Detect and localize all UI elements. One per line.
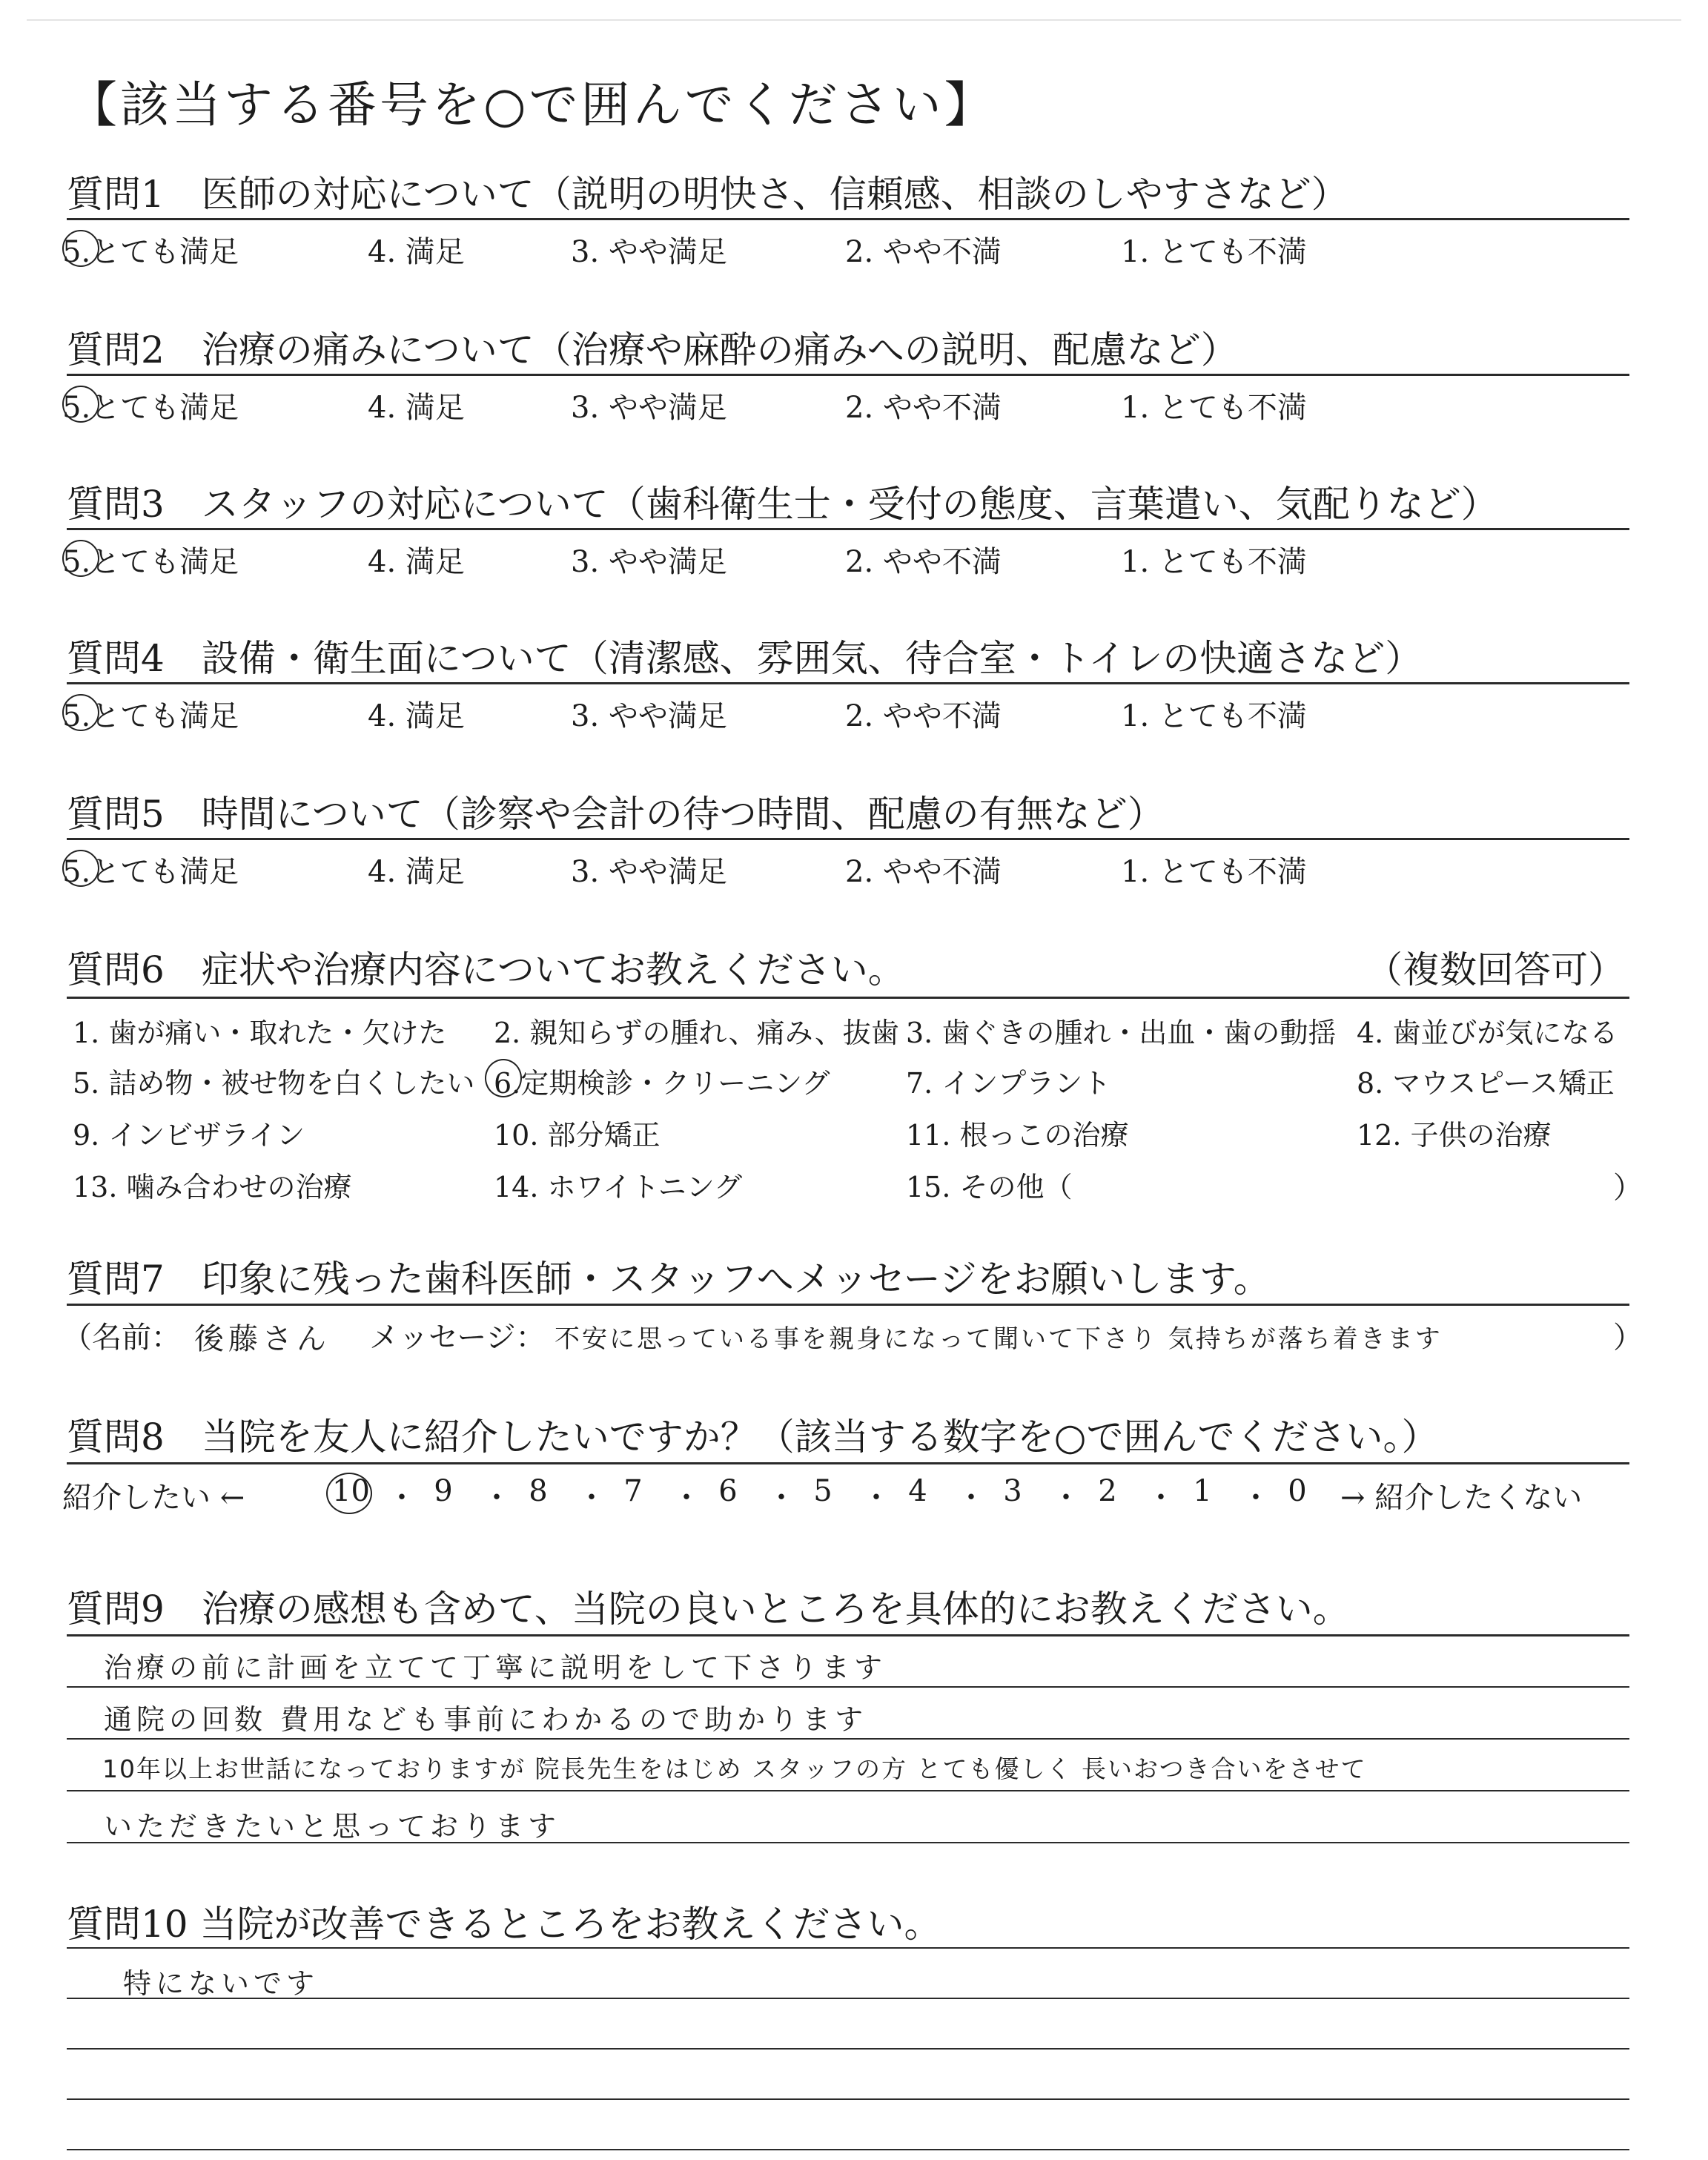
rating-option: 1. とても不満 bbox=[1121, 699, 1307, 733]
question-rule bbox=[67, 374, 1629, 376]
symptom-item: 15. その他（ bbox=[906, 1171, 1073, 1203]
scale-number: 7 bbox=[623, 1474, 643, 1508]
q6-rule bbox=[67, 997, 1629, 999]
answer-line bbox=[67, 2048, 1629, 2050]
q7-message-value: 不安に思っている事を親身になって聞いて下さり 気持ちが落ち着きます bbox=[555, 1324, 1443, 1354]
handwritten-answer: 特にないです bbox=[123, 1967, 320, 2000]
question-title: 質問2 治療の痛みについて（治療や麻酔の痛みへの説明、配慮など） bbox=[67, 328, 1238, 371]
q7-title: 質問7 印象に残った歯科医師・スタッフへメッセージをお願いします。 bbox=[67, 1258, 1271, 1301]
scale-number: 4 bbox=[908, 1474, 927, 1508]
answer-line bbox=[67, 2098, 1629, 2100]
q7-message-label: メッセージ： bbox=[369, 1321, 546, 1355]
q8-rule bbox=[67, 1462, 1629, 1464]
rating-option: 2. やや不満 bbox=[845, 391, 1002, 425]
handwritten-answer: 10年以上お世話になっておりますが 院長先生をはじめ スタッフの方 とても優しく 長いおつき合いをさせて bbox=[102, 1754, 1367, 1783]
symptom-item: 13. 噛み合わせの治療 bbox=[73, 1171, 352, 1203]
question-title: 質問1 医師の対応について（説明の明快さ、信頼感、相談のしやすさなど） bbox=[67, 173, 1348, 216]
rating-option: 5.とても満足 bbox=[62, 545, 239, 579]
rating-option: 4. 満足 bbox=[368, 391, 465, 425]
scale-number: 6 bbox=[718, 1474, 738, 1508]
answer-line bbox=[67, 1947, 1629, 1949]
symptom-item: 1. 歯が痛い・取れた・欠けた bbox=[73, 1017, 447, 1049]
question-rule bbox=[67, 838, 1629, 840]
scale-dot: ・ bbox=[387, 1481, 417, 1515]
symptom-item: 12. 子供の治療 bbox=[1357, 1119, 1552, 1152]
scale-dot: ・ bbox=[482, 1481, 512, 1515]
rating-option: 4. 満足 bbox=[368, 855, 465, 889]
handwritten-answer: 治療の前に計画を立てて丁寧に説明をして下さります bbox=[104, 1651, 887, 1684]
answer-line bbox=[67, 1790, 1629, 1791]
selected-circle bbox=[62, 386, 99, 423]
q9-title: 質問9 治療の感想も含めて、当院の良いところを具体的にお教えください。 bbox=[67, 1588, 1350, 1631]
symptom-item: 2. 親知らずの腫れ、痛み、抜歯 bbox=[494, 1017, 899, 1049]
q7-close: ） bbox=[1613, 1321, 1643, 1355]
answer-line bbox=[67, 1686, 1629, 1688]
rating-option: 3. やや満足 bbox=[571, 545, 727, 579]
rating-option: 1. とても不満 bbox=[1121, 391, 1307, 425]
rating-option: 3. やや満足 bbox=[571, 391, 727, 425]
scale-dot: ・ bbox=[1241, 1481, 1271, 1515]
rating-option: 2. やや不満 bbox=[845, 855, 1002, 889]
q6-note: （複数回答可） bbox=[1366, 948, 1625, 991]
symptom-item: 6.定期検診・クリーニング bbox=[494, 1067, 830, 1100]
rating-option: 2. やや不満 bbox=[845, 545, 1002, 579]
scale-dot: ・ bbox=[577, 1481, 606, 1515]
q8-title: 質問8 当院を友人に紹介したいですか？（該当する数字を○で囲んでください。） bbox=[67, 1416, 1439, 1459]
q8-left-label: 紹介したい ← bbox=[62, 1481, 245, 1515]
scale-dot: ・ bbox=[767, 1481, 796, 1515]
selected-circle bbox=[326, 1473, 372, 1514]
scale-dot: ・ bbox=[672, 1481, 701, 1515]
scale-number: 8 bbox=[529, 1474, 548, 1508]
rating-option: 1. とても不満 bbox=[1121, 235, 1307, 269]
rating-option: 1. とても不満 bbox=[1121, 545, 1307, 579]
rating-option: 3. やや満足 bbox=[571, 855, 727, 889]
selected-circle bbox=[62, 540, 99, 577]
question-title: 質問5 時間について（診察や会計の待つ時間、配慮の有無など） bbox=[67, 793, 1165, 836]
rating-option: 1. とても不満 bbox=[1121, 855, 1307, 889]
rating-option: 4. 満足 bbox=[368, 235, 465, 269]
q7-name-value: 後藤さん bbox=[194, 1322, 331, 1356]
symptom-item: 14. ホワイトニング bbox=[494, 1171, 743, 1203]
scale-number: 3 bbox=[1003, 1474, 1022, 1508]
rating-option: 3. やや満足 bbox=[571, 235, 727, 269]
symptom-item: 9. インビザライン bbox=[73, 1119, 305, 1152]
scale-number: 9 bbox=[434, 1474, 453, 1508]
question-rule bbox=[67, 528, 1629, 530]
form-header: 【該当する番号を○で囲んでください】 bbox=[68, 76, 996, 133]
answer-line bbox=[67, 2149, 1629, 2150]
selected-circle bbox=[62, 850, 99, 887]
handwritten-answer: いただきたいと思っております bbox=[104, 1810, 561, 1843]
scale-dot: ・ bbox=[861, 1481, 891, 1515]
symptom-item: 4. 歯並びが気になる bbox=[1357, 1017, 1618, 1049]
q8-right-label: → 紹介したくない bbox=[1340, 1481, 1583, 1515]
symptom-item: 5. 詰め物・被せ物を白くしたい bbox=[73, 1067, 475, 1100]
symptom-item: 10. 部分矯正 bbox=[494, 1119, 661, 1152]
rating-option: 4. 満足 bbox=[368, 545, 465, 579]
rating-option: 5.とても満足 bbox=[62, 391, 239, 425]
question-rule bbox=[67, 682, 1629, 684]
answer-line bbox=[67, 1738, 1629, 1740]
scale-dot: ・ bbox=[956, 1481, 986, 1515]
selected-circle bbox=[485, 1059, 522, 1097]
scale-number: 10 bbox=[332, 1474, 370, 1508]
scale-number: 1 bbox=[1193, 1474, 1212, 1508]
rating-option: 2. やや不満 bbox=[845, 235, 1002, 269]
q6-other-close: ） bbox=[1613, 1171, 1643, 1205]
selected-circle bbox=[62, 694, 99, 731]
scale-number: 2 bbox=[1098, 1474, 1117, 1508]
scan-top-edge bbox=[27, 19, 1681, 21]
scale-number: 5 bbox=[813, 1474, 833, 1508]
q9-rule bbox=[67, 1634, 1629, 1636]
scale-dot: ・ bbox=[1051, 1481, 1081, 1515]
q10-title: 質問10 当院が改善できるところをお教えください。 bbox=[67, 1903, 941, 1946]
rating-option: 3. やや満足 bbox=[571, 699, 727, 733]
question-rule bbox=[67, 218, 1629, 220]
q7-name-label: （名前： bbox=[62, 1321, 181, 1355]
scale-dot: ・ bbox=[1146, 1481, 1176, 1515]
question-title: 質問4 設備・衛生面について（清潔感、雰囲気、待合室・トイレの快適さなど） bbox=[67, 637, 1423, 680]
scale-number: 0 bbox=[1288, 1474, 1307, 1508]
q6-title: 質問6 症状や治療内容についてお教えください。 bbox=[67, 948, 905, 991]
symptom-item: 3. 歯ぐきの腫れ・出血・歯の動揺 bbox=[906, 1017, 1337, 1049]
symptom-item: 8. マウスピース矯正 bbox=[1357, 1067, 1615, 1100]
rating-option: 5.とても満足 bbox=[62, 235, 239, 269]
handwritten-answer: 通院の回数 費用なども事前にわかるので助かります bbox=[104, 1703, 868, 1736]
rating-option: 2. やや不満 bbox=[845, 699, 1002, 733]
symptom-item: 7. インプラント bbox=[906, 1067, 1111, 1100]
q7-rule bbox=[67, 1304, 1629, 1306]
symptom-item: 11. 根っこの治療 bbox=[906, 1119, 1129, 1152]
rating-option: 4. 満足 bbox=[368, 699, 465, 733]
question-title: 質問3 スタッフの対応について（歯科衛生士・受付の態度、言葉遣い、気配りなど） bbox=[67, 483, 1498, 526]
rating-option: 5.とても満足 bbox=[62, 699, 239, 733]
rating-option: 5.とても満足 bbox=[62, 855, 239, 889]
selected-circle bbox=[62, 230, 99, 267]
